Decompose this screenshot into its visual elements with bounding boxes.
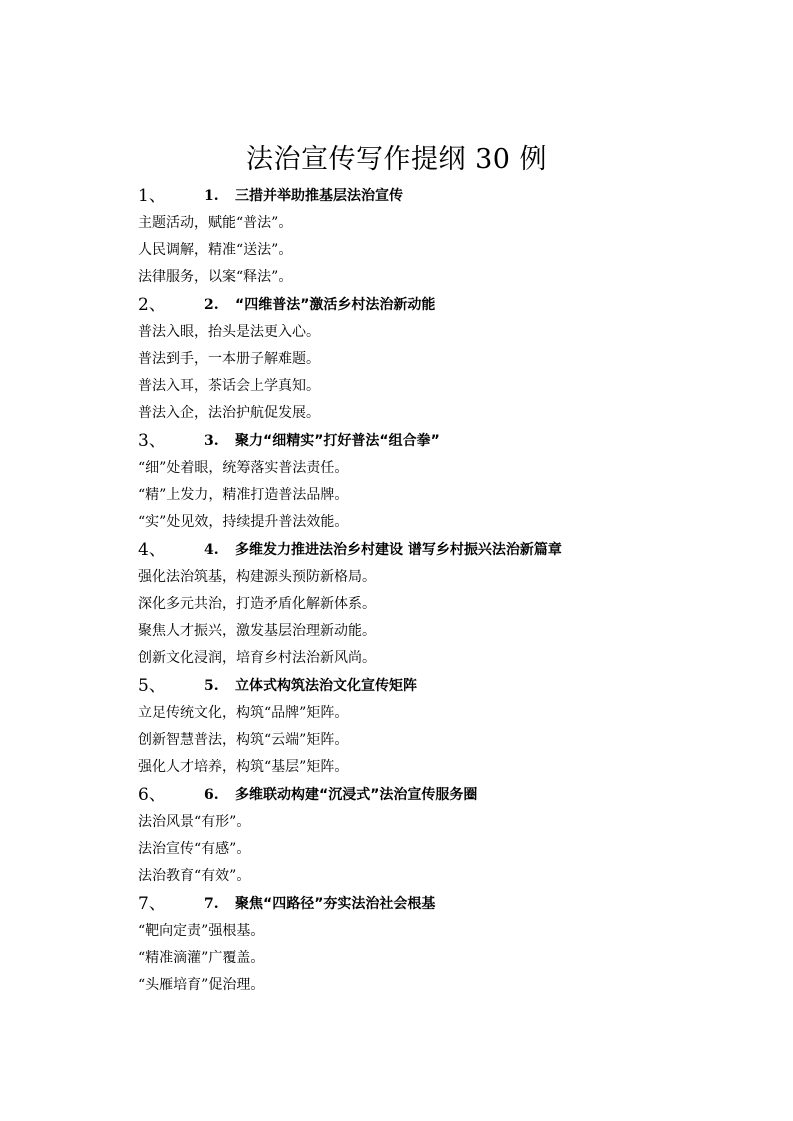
section-number: 7. [204, 896, 219, 912]
section-heading-text: 聚焦“四路径”夯实法治社会根基 [235, 896, 436, 912]
section-line: 法律服务，以案“释法”。 [138, 269, 293, 285]
section-line: 普法入企，法治护航促发展。 [138, 405, 320, 421]
section-7 [138, 890, 758, 999]
section-sequence: 2、 [138, 295, 166, 315]
section-6 [138, 781, 758, 890]
section-heading-text: “四维普法”激活乡村法治新动能 [235, 297, 436, 313]
section-line: “精准滴灌”广覆盖。 [138, 950, 265, 966]
section-4 [138, 536, 758, 672]
section-heading-text: 多维联动构建“沉浸式”法治宣传服务圈 [235, 787, 478, 803]
section-sequence: 5、 [138, 676, 166, 696]
section-sequence: 7、 [138, 894, 166, 914]
section-sequence: 3、 [138, 431, 166, 451]
section-number: 2. [204, 297, 219, 313]
section-heading-text: 立体式构筑法治文化宣传矩阵 [235, 678, 417, 694]
section-line: “实”处见效，持续提升普法效能。 [138, 514, 349, 530]
section-sequence: 1、 [138, 186, 166, 206]
section-line: 法治教育“有效”。 [138, 868, 251, 884]
section-line: 法治风景“有形”。 [138, 814, 251, 830]
section-line: “头雁培育”促治理。 [138, 977, 265, 993]
section-heading [138, 781, 758, 809]
section-heading [138, 536, 758, 564]
section-line: 主题活动，赋能“普法”。 [138, 215, 293, 231]
section-5 [138, 672, 758, 781]
section-line: 聚焦人才振兴，激发基层治理新动能。 [138, 623, 376, 639]
section-heading-text: 三措并举助推基层法治宣传 [235, 188, 403, 204]
section-1 [138, 182, 758, 291]
section-3 [138, 427, 758, 536]
section-number: 4. [204, 542, 219, 558]
section-line: 深化多元共治，打造矛盾化解新体系。 [138, 596, 376, 612]
section-line: “精”上发力，精准打造普法品牌。 [138, 487, 349, 503]
section-line: 创新智慧普法，构筑“云端”矩阵。 [138, 732, 349, 748]
section-sequence: 4、 [138, 540, 166, 560]
section-heading [138, 182, 758, 210]
section-heading [138, 427, 758, 455]
section-line: 人民调解，精准“送法”。 [138, 242, 293, 258]
section-line: 法治宣传“有感”。 [138, 841, 251, 857]
section-number: 3. [204, 433, 219, 449]
section-2 [138, 291, 758, 427]
section-line: 强化人才培养，构筑“基层”矩阵。 [138, 759, 349, 775]
section-heading [138, 890, 758, 918]
section-line: “靶向定责”强根基。 [138, 923, 265, 939]
section-number: 1. [204, 188, 219, 204]
section-line: 普法到手，一本册子解难题。 [138, 351, 320, 367]
section-heading-text: 聚力“细精实”打好普法“组合拳” [235, 433, 440, 449]
document-title: 法治宣传写作提纲 30 例 [245, 144, 548, 175]
section-line: 创新文化浸润，培育乡村法治新风尚。 [138, 650, 376, 666]
section-sequence: 6、 [138, 785, 166, 805]
section-number: 5. [204, 678, 219, 694]
section-line: 普法入耳，茶话会上学真知。 [138, 378, 320, 394]
section-heading-text: 多维发力推进法治乡村建设 谱写乡村振兴法治新篇章 [235, 542, 562, 558]
section-number: 6. [204, 787, 219, 803]
section-heading [138, 672, 758, 700]
section-line: 立足传统文化，构筑“品牌”矩阵。 [138, 705, 349, 721]
section-line: 强化法治筑基，构建源头预防新格局。 [138, 569, 376, 585]
section-line: 普法入眼，抬头是法更入心。 [138, 324, 320, 340]
section-line: “细”处着眼，统筹落实普法责任。 [138, 460, 349, 476]
section-heading [138, 291, 758, 319]
document-body [138, 182, 758, 999]
